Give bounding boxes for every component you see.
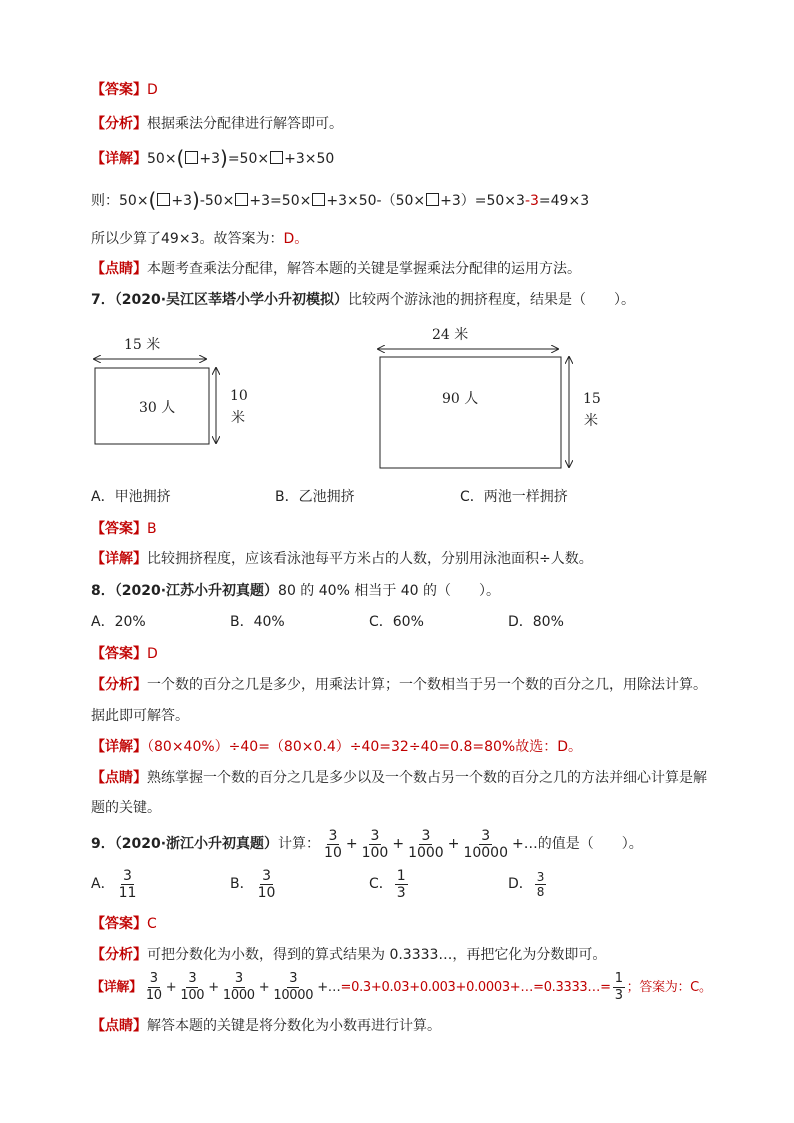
denominator: 10000 — [273, 988, 314, 1003]
q7-stem-line — [91, 290, 635, 310]
pool-a-height-unit: 米 — [231, 410, 245, 426]
q8-option-a: A．20% — [91, 614, 146, 630]
pool-a-width-label: 15 米 — [124, 337, 161, 353]
numerator: 1 — [396, 867, 406, 884]
question-number: 8． — [91, 583, 115, 599]
numerator: 3 — [234, 971, 243, 986]
pool-b-rect — [380, 357, 561, 468]
formula-part: +3）=50×3 — [440, 193, 525, 209]
denominator: 10 — [257, 884, 276, 901]
analysis-tag: 【分析】 — [91, 677, 147, 693]
q6-detail-line — [91, 148, 334, 169]
formula-part: +3×50-（50× — [326, 193, 426, 209]
comment-tag: 【点睛】 — [91, 1018, 147, 1034]
plus-sign: + — [392, 836, 405, 852]
q8-analysis-line-2 — [91, 706, 189, 726]
answer-value: C — [147, 916, 157, 932]
blank-box — [270, 151, 283, 164]
pool-b-people-label: 90 人 — [442, 391, 479, 407]
plus-sign: + — [447, 836, 460, 852]
numerator: 3 — [370, 827, 380, 844]
analysis-text: 据此即可解答。 — [91, 708, 189, 724]
q9-option-d — [508, 866, 548, 902]
answer-tag: 【答案】 — [91, 521, 147, 537]
detail-text: =0.3+0.03+0.003+0.0003+…=0.3333…= — [340, 980, 611, 995]
paren-open: ( — [176, 146, 185, 170]
denominator: 11 — [118, 884, 137, 901]
formula-part: +3 — [199, 151, 220, 167]
detail-text: ；答案为：C。 — [626, 980, 712, 995]
pool-b-height-label: 15 — [583, 391, 601, 407]
plus-sign: + — [345, 836, 358, 852]
formula-part: +3 — [171, 193, 192, 209]
pool-b-width-label: 24 米 — [432, 327, 469, 343]
paren-open: ( — [148, 188, 157, 212]
numerator: 3 — [188, 971, 197, 986]
numerator: 3 — [262, 867, 271, 884]
q9-comment-line — [91, 1016, 441, 1036]
answer-tag: 【答案】 — [91, 646, 147, 662]
numerator: 3 — [289, 971, 298, 986]
denominator: 3 — [614, 988, 623, 1003]
numerator: 3 — [421, 827, 431, 844]
q9-analysis-line — [91, 945, 606, 965]
q6-analysis-line — [91, 114, 343, 134]
fraction — [178, 971, 206, 1004]
question-source: （2020·江苏小升初真题） — [114, 583, 279, 599]
conclusion-answer: D。 — [283, 231, 309, 247]
formula-part-red: -3 — [524, 193, 539, 209]
question-number: 9． — [91, 836, 115, 852]
pool-a-people-label: 30 人 — [139, 400, 176, 416]
pool-a-height-label: 10 — [230, 388, 248, 404]
question-stem: 比较两个游泳池的拥挤程度，结果是（ ）。 — [348, 292, 636, 308]
question-stem: 计算： — [278, 836, 321, 852]
numerator: 3 — [149, 971, 158, 986]
fraction — [406, 828, 446, 861]
q8-option-b: B．40% — [230, 614, 285, 630]
q9-detail-line — [91, 970, 712, 1006]
q8-option-d: D．80% — [508, 614, 564, 630]
fraction — [535, 870, 547, 899]
q6-comment-line — [91, 259, 581, 279]
q6-conclusion-line — [91, 229, 308, 249]
denominator: 10 — [145, 988, 162, 1003]
fraction — [256, 868, 278, 901]
denominator: 10 — [324, 844, 342, 861]
numerator: 3 — [328, 827, 338, 844]
q7-detail-line — [91, 549, 593, 569]
analysis-text: 一个数的百分之几是多少，用乘法计算；一个数相当于另一个数的百分之几，用除法计算。 — [147, 677, 707, 693]
q9-stem-line — [91, 826, 643, 862]
blank-box — [235, 193, 248, 206]
q8-comment-line-2 — [91, 798, 161, 818]
detail-text: 比较拥挤程度，应该看泳池每平方米占的人数，分别用泳池面积÷人数。 — [147, 551, 593, 567]
q7-answer-line — [91, 519, 157, 539]
fraction — [613, 971, 625, 1004]
fraction — [144, 971, 164, 1004]
q9-option-c — [369, 866, 410, 902]
blank-box — [157, 193, 170, 206]
analysis-tag: 【分析】 — [91, 116, 147, 132]
ellipsis: +… — [317, 980, 341, 995]
comment-tag: 【点睛】 — [91, 261, 147, 277]
analysis-tag: 【分析】 — [91, 947, 147, 963]
formula-part: +3×50 — [284, 151, 335, 167]
paren-close: ) — [220, 146, 228, 170]
denominator: 1000 — [408, 844, 444, 861]
q8-analysis-line — [91, 675, 707, 695]
answer-tag: 【答案】 — [91, 82, 147, 98]
plus-sign: + — [258, 980, 270, 995]
q9-option-b — [230, 866, 279, 902]
q7-option-c: C．两池一样拥挤 — [460, 489, 568, 505]
q8-answer-line — [91, 644, 158, 664]
pool-b-height-unit: 米 — [584, 413, 598, 429]
detail-tag: 【详解】 — [91, 551, 147, 567]
question-source: （2020·吴江区莘塔小学小升初模拟） — [114, 292, 349, 308]
q8-detail-line — [91, 737, 582, 757]
q9-option-a — [91, 866, 140, 902]
option-label: C． — [369, 876, 393, 892]
question-number: 7． — [91, 292, 115, 308]
then-label: 则： — [91, 193, 119, 209]
comment-tag: 【点睛】 — [91, 770, 147, 786]
denominator: 10000 — [463, 844, 508, 861]
fraction — [271, 971, 315, 1004]
formula-part: +3=50× — [249, 193, 312, 209]
q9-answer-line — [91, 914, 157, 934]
answer-tag: 【答案】 — [91, 916, 147, 932]
denominator: 100 — [180, 988, 205, 1003]
formula-part: 50× — [119, 193, 149, 209]
q8-option-c: C．60% — [369, 614, 424, 630]
formula-part: 50× — [147, 151, 177, 167]
numerator: 1 — [614, 971, 623, 986]
denominator: 3 — [396, 884, 406, 901]
blank-box — [312, 193, 325, 206]
formula-part: =49×3 — [538, 193, 590, 209]
fraction — [461, 828, 510, 861]
analysis-text: 可把分数化为小数，得到的算式结果为 0.3333…，再把它化为分数即可。 — [147, 947, 607, 963]
numerator: 3 — [123, 867, 132, 884]
q8-stem-line — [91, 581, 500, 601]
denominator: 100 — [361, 844, 389, 861]
plus-sign: + — [165, 980, 177, 995]
option-label: D． — [508, 876, 533, 892]
formula-part: =50× — [227, 151, 270, 167]
answer-value: D — [147, 82, 158, 98]
blank-box — [426, 193, 439, 206]
denominator: 8 — [536, 884, 545, 899]
comment-text: 本题考查乘法分配律，解答本题的关键是掌握乘法分配律的运用方法。 — [147, 261, 581, 277]
detail-tag: 【详解】 — [91, 739, 147, 755]
fraction — [322, 828, 344, 861]
fraction — [221, 971, 257, 1004]
q8-comment-line — [91, 768, 707, 788]
q6-answer-line — [91, 80, 158, 100]
question-stem: 的值是（ ）。 — [537, 836, 643, 852]
detail-tag: 【详解】 — [91, 151, 147, 167]
plus-sign: + — [208, 980, 219, 995]
comment-text: 题的关键。 — [91, 800, 161, 816]
ellipsis: +… — [512, 836, 538, 852]
fraction — [117, 868, 139, 901]
fraction — [360, 828, 391, 861]
formula-part: -50× — [199, 193, 235, 209]
option-label: A． — [91, 876, 115, 892]
conclusion-text: 所以少算了49×3。故答案为： — [91, 231, 284, 247]
question-stem: 80 的 40% 相当于 40 的（ ）。 — [278, 583, 501, 599]
answer-value: D — [147, 646, 158, 662]
detail-tag: 【详解】 — [91, 980, 142, 995]
question-source: （2020·浙江小升初真题） — [114, 836, 279, 852]
q7-option-a: A．甲池拥挤 — [91, 489, 171, 505]
fraction — [395, 868, 408, 901]
q6-then-line — [91, 190, 589, 211]
blank-box — [185, 151, 198, 164]
numerator: 3 — [536, 869, 545, 884]
numerator: 3 — [481, 827, 491, 844]
option-label: B． — [230, 876, 254, 892]
denominator: 1000 — [222, 988, 255, 1003]
analysis-text: 根据乘法分配律进行解答即可。 — [147, 116, 343, 132]
comment-text: 解答本题的关键是将分数化为小数再进行计算。 — [147, 1018, 441, 1034]
paren-close: ) — [192, 188, 200, 212]
detail-text: （80×40%）÷40=（80×0.4）÷40=32÷40=0.8=80%故选：D。 — [147, 739, 583, 755]
answer-value: B — [147, 521, 157, 537]
comment-text: 熟练掌握一个数的百分之几是多少以及一个数占另一个数的百分之几的方法并细心计算是解 — [147, 770, 707, 786]
q7-option-b: B．乙池拥挤 — [275, 489, 355, 505]
